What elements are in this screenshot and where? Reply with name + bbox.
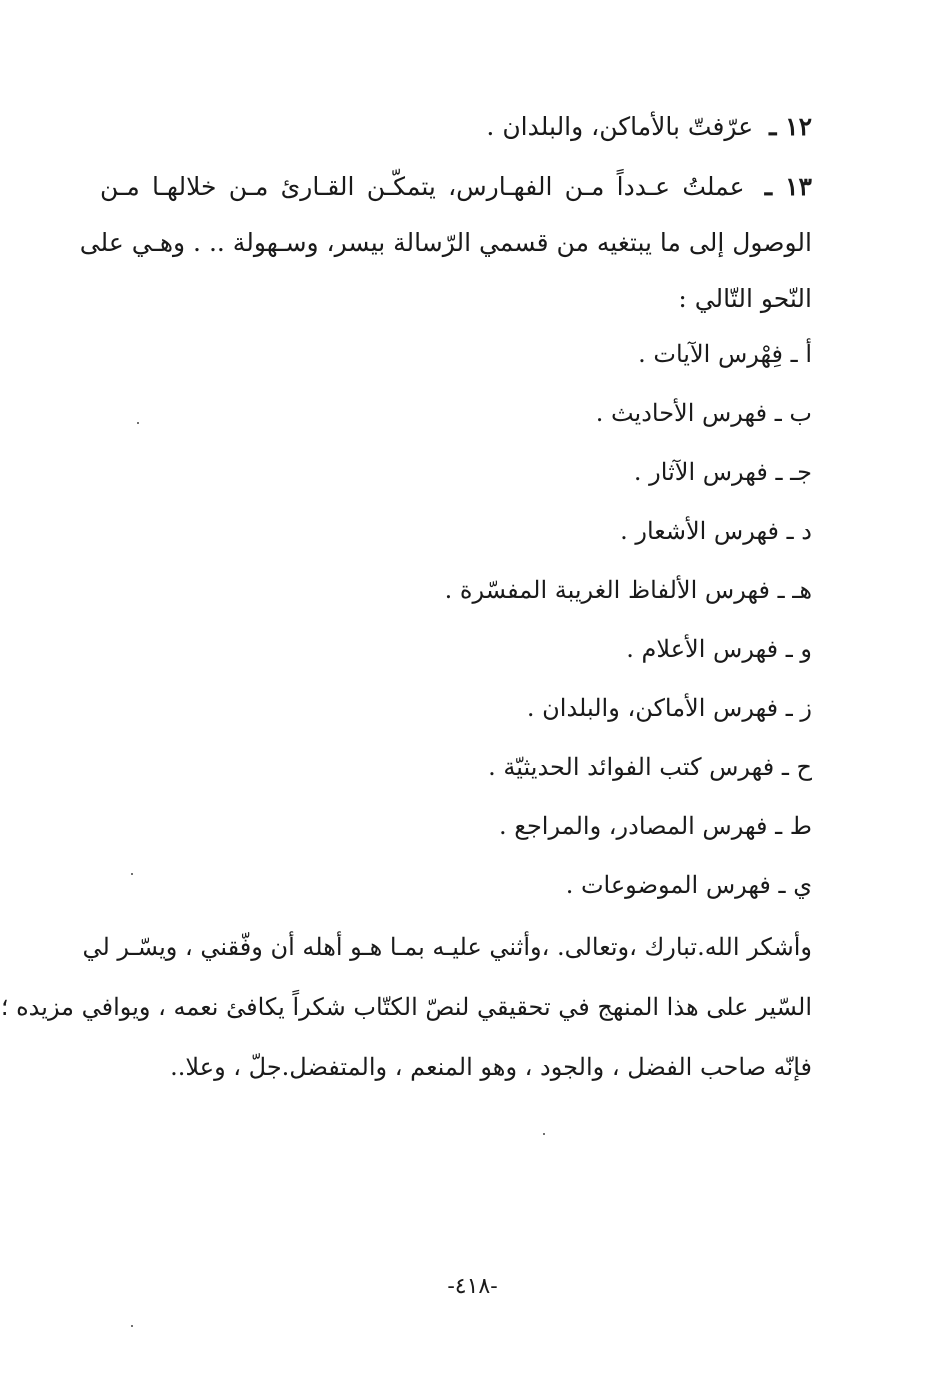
closing-line-3: فإنّه صاحب الفضل ، والجود ، وهو المنعم ، والمتفضل.جلّ ، وعلا.. bbox=[170, 1053, 812, 1081]
item-letter: د ـ bbox=[786, 517, 812, 545]
scan-speck bbox=[137, 422, 139, 424]
index-item bbox=[527, 691, 812, 725]
scan-speck bbox=[131, 873, 133, 875]
paragraph-text: عملتُ عـدداً مـن الفهـارس، يتمكّـن القـارئ مـن خلالهـا مـن bbox=[100, 172, 745, 201]
paragraph-text: عرّفتّ بالأماكن، والبلدان . bbox=[486, 112, 754, 141]
closing-line-1: وأشكر الله.تبارك ،وتعالى. ،وأثني عليـه بمـا هـو أهله أن وفّقني ، ويسّـر لي bbox=[82, 933, 812, 961]
paragraph-13-line-2: الوصول إلى ما يبتغيه من قسمي الرّسالة بيسر، وسـهولة .. . وهـي على bbox=[79, 228, 812, 257]
item-text: فهرس الآثار . bbox=[633, 458, 768, 486]
item-text: فهرس الأشعار . bbox=[620, 517, 779, 545]
closing-line-2: السّير على هذا المنهج في تحقيقي لنصّ الكتّاب شكراً يكافئ نعمه ، ويوافي مزيده ؛ bbox=[0, 993, 812, 1021]
item-text: فهرس الأحاديث . bbox=[595, 399, 768, 427]
item-text: فهرس المصادر، والمراجع . bbox=[498, 812, 768, 840]
paragraph-13-line-1 bbox=[100, 170, 812, 204]
paragraph-number: ١٣ ـ bbox=[764, 172, 812, 201]
index-item bbox=[638, 337, 812, 371]
paragraph-number: ١٢ ـ bbox=[769, 112, 812, 141]
item-letter: جـ ـ bbox=[775, 458, 812, 486]
index-item bbox=[626, 632, 812, 666]
index-item bbox=[566, 868, 812, 902]
index-item bbox=[445, 573, 812, 607]
paragraph-12 bbox=[486, 110, 812, 144]
item-text: فهرس الأماكن، والبلدان . bbox=[526, 694, 779, 722]
index-item bbox=[596, 396, 812, 430]
item-letter: ح ـ bbox=[781, 753, 812, 781]
item-text: فهرس الألفاظ الغريبة المفسّرة . bbox=[444, 576, 770, 604]
item-text: فهرس الموضوعات . bbox=[565, 871, 771, 899]
scan-speck bbox=[131, 1325, 133, 1327]
item-letter: ي ـ bbox=[778, 871, 812, 899]
item-text: فهرس الأعلام . bbox=[626, 635, 779, 663]
index-item bbox=[620, 514, 812, 548]
index-item bbox=[634, 455, 812, 489]
index-item bbox=[488, 750, 812, 784]
item-text: فِهْرس الآيات . bbox=[638, 340, 784, 368]
scan-speck bbox=[543, 1133, 545, 1135]
item-letter: ط ـ bbox=[775, 812, 812, 840]
paragraph-13-line-3: النّحو التّالي : bbox=[678, 284, 812, 313]
item-letter: ب ـ bbox=[774, 399, 812, 427]
item-letter: أ ـ bbox=[790, 340, 812, 368]
item-letter: و ـ bbox=[785, 635, 812, 663]
index-item bbox=[499, 809, 812, 843]
page-number: -٤١٨- bbox=[447, 1274, 498, 1299]
item-text: فهرس كتب الفوائد الحديثيّة . bbox=[488, 753, 775, 781]
item-letter: هـ ـ bbox=[777, 576, 812, 604]
item-letter: ز ـ bbox=[785, 694, 812, 722]
